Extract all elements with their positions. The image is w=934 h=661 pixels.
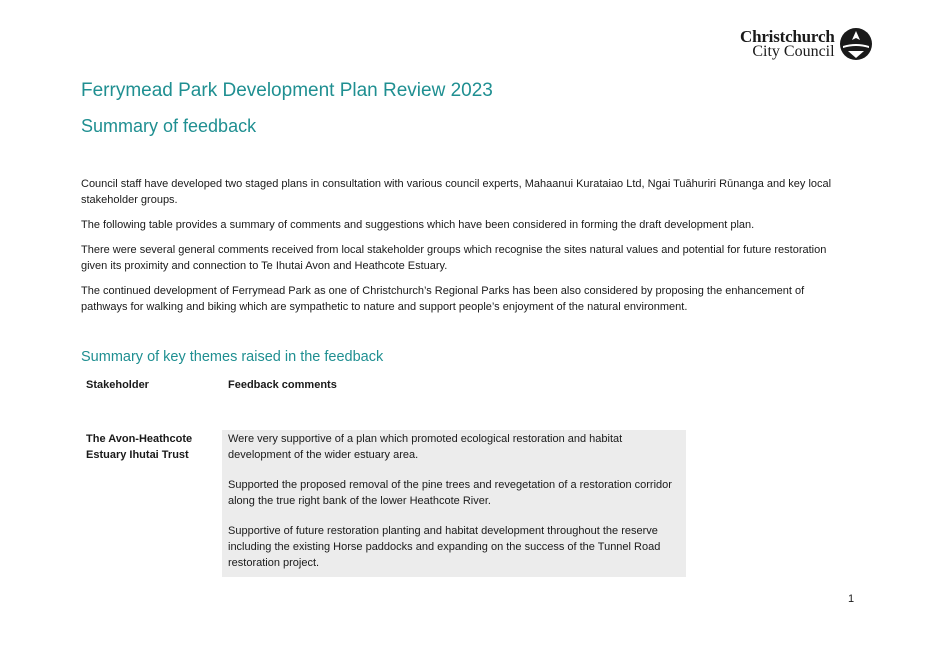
logo-line-1: Christchurch: [740, 27, 835, 46]
intro-paragraph: The following table provides a summary of comments and suggestions which have been considered in forming the draft development plan.: [81, 219, 755, 231]
intro-paragraph: Council staff have developed two staged plans in consultation with various council experts, Mahaanui Kurataiao Ltd, Ngai Tuāhuriri Rūnanga and key local stakeholder groups.: [81, 178, 832, 206]
section-heading: Summary of key themes raised in the feedback: [81, 349, 384, 365]
intro-text: [81, 176, 851, 324]
page-subtitle: Summary of feedback: [81, 116, 257, 136]
feedback-comment: Were very supportive of a plan which promoted ecological restoration and habitat development of the wider estuary area.: [228, 433, 623, 461]
page-number: 1: [848, 593, 855, 605]
council-emblem-icon: [839, 27, 873, 61]
feedback-comment: Supportive of future restoration planting and habitat development throughout the reserve including the existing Horse paddocks and expanding on the success of the Tunnel Road restoration project.: [228, 525, 661, 569]
feedback-comment: Supported the proposed removal of the pine trees and revegetation of a restoration corridor along the true right bank of the lower Heathcote River.: [228, 479, 672, 507]
feedback-cell: [222, 430, 686, 577]
intro-paragraph: The continued development of Ferrymead Park as one of Christchurch’s Regional Parks has been also considered by proposing the enhancement of pathways for walking and biking which are sympathetic to nature and support people’s enjoyment of the natural environment.: [81, 285, 805, 313]
column-header-stakeholder: Stakeholder: [86, 379, 149, 391]
column-header-feedback: Feedback comments: [228, 379, 337, 391]
council-logo: [740, 27, 873, 61]
logo-line-2: City Council: [752, 43, 835, 60]
page-title: Ferrymead Park Development Plan Review 2023: [81, 80, 493, 101]
logo-text: [740, 29, 835, 59]
stakeholder-cell: The Avon-Heathcote Estuary Ihutai Trust: [86, 433, 193, 461]
intro-paragraph: There were several general comments received from local stakeholder groups which recognise the sites natural values and potential for future restoration given its proximity and connection to Te Ihutai Avon and Heathcote Estuary.: [81, 244, 827, 272]
